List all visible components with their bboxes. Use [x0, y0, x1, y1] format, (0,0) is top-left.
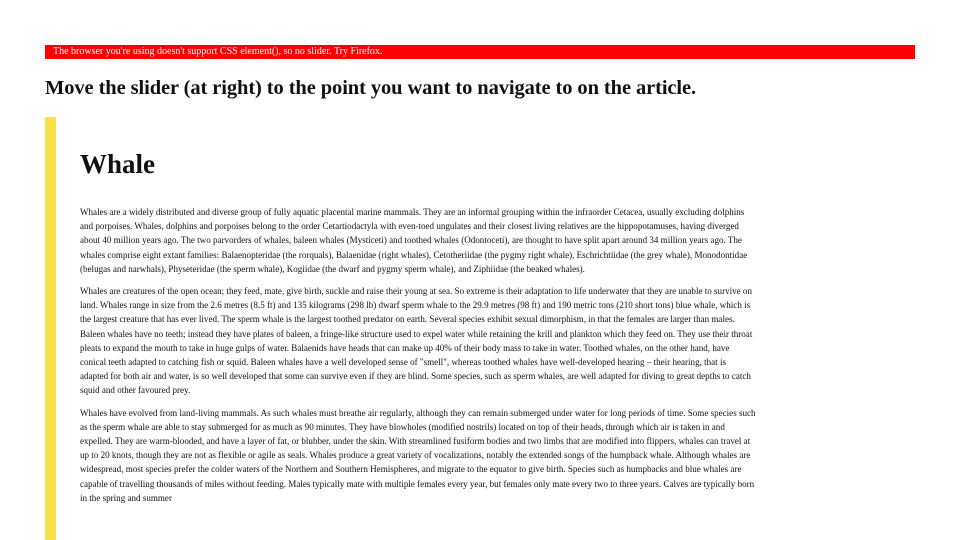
article-paragraph-3: Whales have evolved from land-living mammals. As such whales must breathe air regularly, although they can remain submerged under water for long periods of time. Some species such as the sperm whale are able to stay submerged for as much as 90 minutes. They have blowholes (modified nostrils) located on top of their heads, through which air is taken in and expelled. They are warm-blooded, and have a layer of fat, or blubber, under the skin. With streamlined fusiform bodies and two limbs that are modified into flippers, whales can travel at up to 20 knots, though they are not as flexible or agile as seals. Whales produce a great variety of vocalizations, notably the extended songs of the humpback whale. Although whales are widespread, most species prefer the colder waters of the Northern and Southern Hemispheres, and migrate to the equator to give birth. Species such as humpbacks and blue whales are capable of travelling thousands of miles without feeding. Males typically mate with multiple females every year, but females only mate every two to three years. Calves are typically born in the spring and summer [80, 407, 756, 503]
warning-text: The browser you're using doesn't support CSS element(), so no slider. Try Firefox. [53, 46, 383, 57]
article-paragraph-1: Whales are a widely distributed and diverse group of fully aquatic placental marine mammals. They are an informal grouping within the infraorder Cetacea, usually excluding dolphins and porpoises. Whales, dolphins and porpoises belong to the order Cetartiodactyla with even-toed ungulates and their closest living relatives are the hippopotamuses, having diverged about 40 million years ago. The two parvorders of whales, baleen whales (Mysticeti) and toothed whales (Odontoceti), are thought to have split apart around 34 million years ago. The whales comprise eight extant families: Balaenopteridae (the rorquals), Balaenidae (right whales), Cetotheriidae (the pygmy right whale), Eschrichtiidae (the grey whale), Monodontidae (belugas and narwhals), Physeteridae (the sperm whale), Kogiidae (the dwarf and pygmy sperm whale), and Ziphiidae (the beaked whales). [80, 207, 748, 274]
slider-instructions: Move the slider (at right) to the point you want to navigate to on the article. [45, 77, 697, 99]
article-paragraph-2: Whales are creatures of the open ocean; they feed, mate, give birth, suckle and raise their young at sea. So extreme is their adaptation to life underwater that they are unable to survive on land. Whales range in size from the 2.6 metres (8.5 ft) and 135 kilograms (298 lb) dwarf sperm whale to the 29.9 metres (98 ft) and 190 metric tons (210 short tons) blue whale, which is the largest creature that has ever lived. The sperm whale is the largest toothed predator on earth. Several species exhibit sexual dimorphism, in that the females are larger than males. Baleen whales have no teeth; instead they have plates of baleen, a fringe-like structure used to expel water while retaining the krill and plankton which they feed on. They use their throat pleats to expand the mouth to take in huge gulps of water. Balaenids have heads that can make up 40% of their body mass to take in water. Toothed whales, on the other hand, have conical teeth adapted to catching fish or squid. Baleen whales have a well developed sense of "smell", whereas toothed whales have well-developed hearing – their hearing, that is adapted for both air and water, is so well developed that some can survive even if they are blind. Some species, such as sperm whales, are well adapted for diving to great depths to catch squid and other favoured prey. [80, 286, 753, 396]
article-viewport[interactable] [45, 117, 760, 540]
article-content [80, 117, 756, 513]
browser-support-warning [45, 45, 915, 59]
article-title: Whale [80, 149, 156, 179]
